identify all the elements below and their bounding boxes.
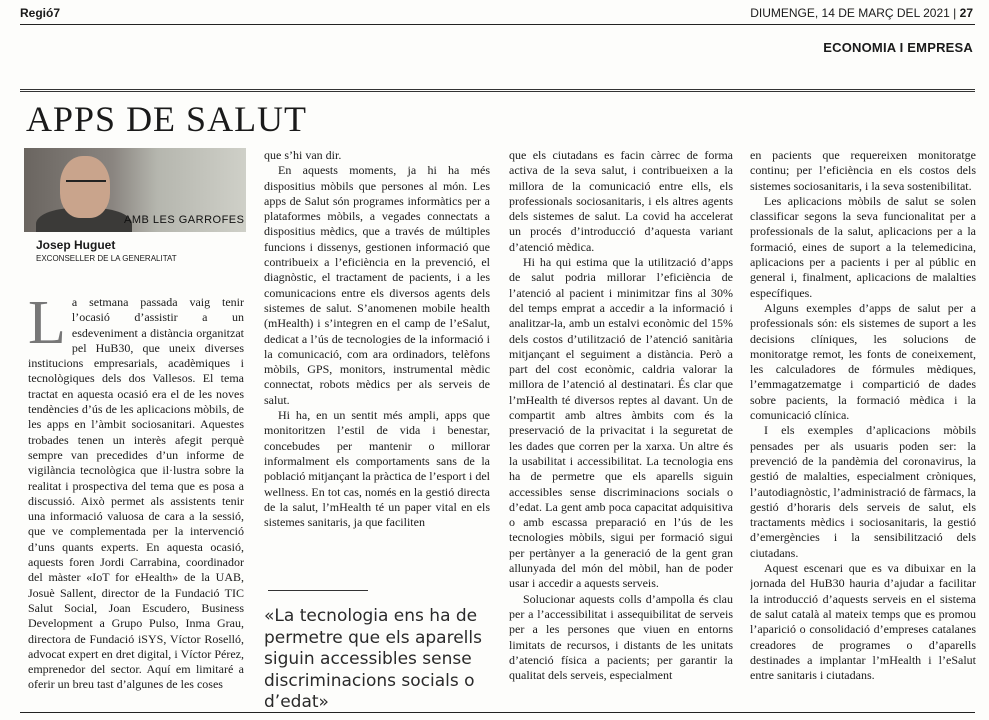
paragraph: Solucionar aquests colls d’ampolla és clau per a l’accessibilitat i assequibilitat de serveis per a les persones que viuen en entorns limitats de recursos, i distants de les unitats d’atenció física a pacients; per garantir la qualitat dels serveis, especialment — [509, 591, 733, 683]
paragraph: Aquest escenari que es va dibuixar en la jornada del HuB30 hauria d’ajudar a facilitar la introducció d’aquests serveis en el sistema de salut català al mateix temps que es promou l’aparició o consolidació d’empreses catalanes creadores de programes o d’aparells destinades a implantar l’mHealth i l’eSalut entre sanitaris i ciutadans. — [750, 561, 976, 683]
article-column-4 — [750, 148, 976, 704]
column-tag: AMB LES GARROFES — [124, 214, 245, 226]
pull-quote-rule — [268, 590, 368, 591]
header-separator: | — [953, 6, 957, 20]
pull-quote: «La tecnologia ens ha de permetre que els aparells siguin accessibles sense discriminacions socials o d’edat» — [264, 606, 482, 712]
paragraph: que s’hi van dir. — [264, 148, 342, 162]
footer-rule — [20, 712, 975, 713]
author-photo — [24, 148, 246, 232]
page-header-info — [750, 6, 973, 20]
paragraph: I els exemples d’aplicacions mòbils pensades per als usuaris poden ser: la prevenció de la pandèmia del coronavirus, la gestió de malalties, especialment cròniques, l’autodiagnòstic, l’administració de fàrmacs, la gestió d’horaris dels serveis de salut, els tractaments mèdics i sociosanitaris, la gestió d’emergències i la sensibilització dels ciutadans. — [750, 423, 976, 560]
publication-name: Regió7 — [20, 6, 61, 20]
paragraph: Les aplicacions mòbils de salut se solen classificar segons la seva funcionalitat per a professionals de la salut, aplicacions per a la formació, eines de suport a la telemedicina, aplicacions per a pacients i per al públic en general i, finalment, aplicacions de malalties específiques. — [750, 193, 976, 300]
paragraph: En aquests moments, ja hi ha més dispositius mòbils que persones al món. Les apps de Salut són programes informàtics per a plataformes mòbils, a vegades connectats a dispositius mèdics, que a través de múltiples funcions i dissenys, gestionen informació que contribueix a l’eficiència en la prevenció, el diagnòstic, el tractament de pacients, i a les comunicacions entre els diversos agents dels sistemes de salut. S’anomenen mobile health (mHealth) i s’integren en el camp de l’eSalut, dedicat a l’ús de tecnologies de la informació i la comunicació, com ara ordinadors, telèfons mòbils, GPS, monitors, instrumental mèdic connectat, robots mèdics per als serveis de salut. — [264, 163, 490, 407]
section-rule — [20, 89, 975, 92]
author-photo-glasses — [66, 180, 106, 190]
paragraph: Hi ha qui estima que la utilització d’apps de salut podria millorar l’eficiència de l’atenció al pacient i minimitzar fins al 30% del temps emprat a accedir a la informació i analitzar-la, amb un estalvi econòmic del 15% dels costos d’utilització de l’atenció sanitària mitjançant el seguiment a distància. Però a part del cost econòmic, caldria valorar la millora de l’atenció al destinatari. És clar que l’mHealth té diversos reptes al davant. Un de compartit amb altres àmbits com és la preservació de la privacitat i la seguretat de les dades que corren per la xarxa. Un altre és la usabilitat i accessibilitat. La tecnologia ens ha de permetre que els aparells siguin accessibles sense discriminacions socials o d’edat. La gent amb poca capacitat adquisitiva o amb escassa preparació en l’ús de les tecnologies mòbils, sigui per formació sigui per pertànyer a la generació de la gent gran allunyada del món del mòbil, han de poder usar i accedir a aquests serveis. — [509, 255, 733, 591]
author-name: Josep Huguet — [36, 238, 116, 252]
paragraph: Alguns exemples d’apps de salut per a professionals són: els sistemes de suport a les decisions clíniques, les solucions de monitoratge remot, les fonts de coneixement, les calculadores de fórmules mèdiques, l’emmagatzematge i compartició de dades sobre pacients, la formació mèdica i la comunicació clínica. — [750, 300, 976, 423]
article-column-3 — [509, 148, 733, 704]
paragraph: en pacients que requereixen monitoratge continu; per l’eficiència en els costos dels sistemes sociosanitaris, i la seva sostenibilitat. — [750, 148, 976, 193]
paragraph: Hi ha, en un sentit més ampli, apps que monitoritzen l’estil de vida i benestar, concebudes per mantenir o millorar informalment els comportaments sans de la població mitjançant la pràctica de l’esport i del wellness. En tot cas, només en la gestió directa de la salut, l’mHealth té un paper vital en els sistemes sanitaris, ja que faciliten — [264, 408, 490, 530]
header-rule — [20, 24, 975, 25]
article-headline: APPS DE SALUT — [26, 99, 308, 139]
paragraph: a setmana passada vaig tenir l’ocasió d’assistir a un esdeveniment a distància organitzat pel HuB30, que uneix diverses institucions empresarials, acadèmiques i tecnològiques dels dos Vallesos. El tema tractat en aquesta ocasió era el de les noves tendències d’ús de les aplicacions mòbils, de les apps en l’àmbit sociosanitari. Aquestes trobades tenen un interès afegit perquè sempre van precedides d’un informe de vigilància tecnològica que il·lustra sobre la realitat i prospectiva del tema que es posa a discussió. Això permet als assistents tenir una informació valuosa de cara a la sessió, que ve complementada per la intervenció d’uns quants experts. En aquesta ocasió, aquests foren Jordi Carrabina, coordinador del màster «IoT for eHealth» de la UAB, Josuè Sallent, director de la Fundació TIC Salut Social, Joan Escudero, Business Development a Grupo Pulso, Inma Grau, directora de Fundació iSYS, Víctor Roselló, advocat expert en dret digital, i Víctor Pérez, emprenedor del sector. Aquí em limitaré a oferir un breu tast d’algunes de les coses — [28, 295, 244, 692]
issue-date: DIUMENGE, 14 DE MARÇ DEL 2021 — [750, 6, 950, 20]
page-number: 27 — [959, 6, 973, 20]
author-role: EXCONSELLER DE LA GENERALITAT — [36, 254, 177, 263]
paragraph: que els ciutadans es facin càrrec de forma activa de la seva salut, i contribueixen a la millora de la comunicació entre ells, els professionals sociosanitaris, i els altres agents dels sistemes de salut. La covid ha accelerat un procés d’introducció d’aquesta variant d’atenció mèdica. — [509, 148, 733, 254]
article-column-1 — [28, 295, 244, 715]
drop-cap: L — [28, 295, 66, 357]
article-column-2 — [264, 148, 490, 556]
section-title: ECONOMIA I EMPRESA — [823, 40, 973, 55]
